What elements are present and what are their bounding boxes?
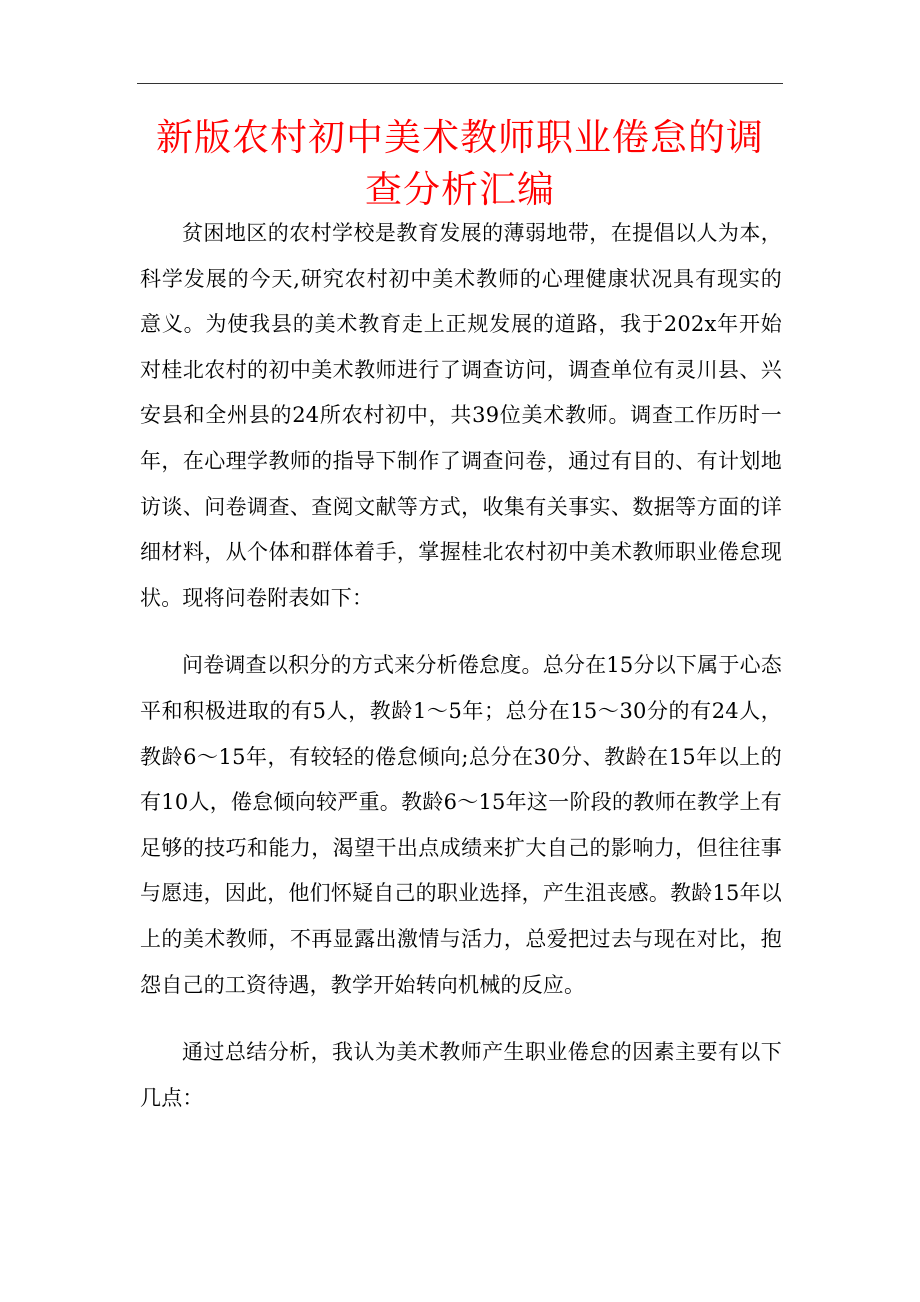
paragraph-survey-results: 问卷调查以积分的方式来分析倦怠度。总分在15分以下属于心态平和积极进取的有5人，教龄1～5年；总分在15～30分的有24人，教龄6～15年，有较轻的倦怠倾向;总分在30分、教龄在15年以上的有10人，倦怠倾向较严重。教龄6～15年这一阶段的教师在教学上有足够的技巧和能力，渴望干出点成绩来扩大自己的影响力，但往往事与愿违，因此，他们怀疑自己的职业选择，产生沮丧感。教龄15年以上的美术教师，不再显露出激情与活力，总爱把过去与现在对比，抱怨自己的工资待遇，教学开始转向机械的反应。 [140,653,782,997]
document-body [140,211,782,1121]
document-title: 新版农村初中美术教师职业倦怠的调查分析汇编 [156,116,764,211]
paragraph-intro: 贫困地区的农村学校是教育发展的薄弱地带，在提倡以人为本，科学发展的今天,研究农村初中美术教师的心理健康状况具有现实的意义。为使我县的美术教育走上正规发展的道路，我于202x年开始对桂北农村的初中美术教师进行了调查访问，调查单位有灵川县、兴安县和全州县的24所农村初中，共39位美术教师。调查工作历时一年，在心理学教师的指导下制作了调查问卷，通过有目的、有计划地访谈、问卷调查、查阅文献等方式，收集有关事实、数据等方面的详细材料，从个体和群体着手，掌握桂北农村初中美术教师职业倦怠现状。现将问卷附表如下： [140,221,782,610]
header-rule [137,83,783,84]
paragraph-factors-intro: 通过总结分析，我认为美术教师产生职业倦怠的因素主要有以下几点： [140,1040,782,1110]
